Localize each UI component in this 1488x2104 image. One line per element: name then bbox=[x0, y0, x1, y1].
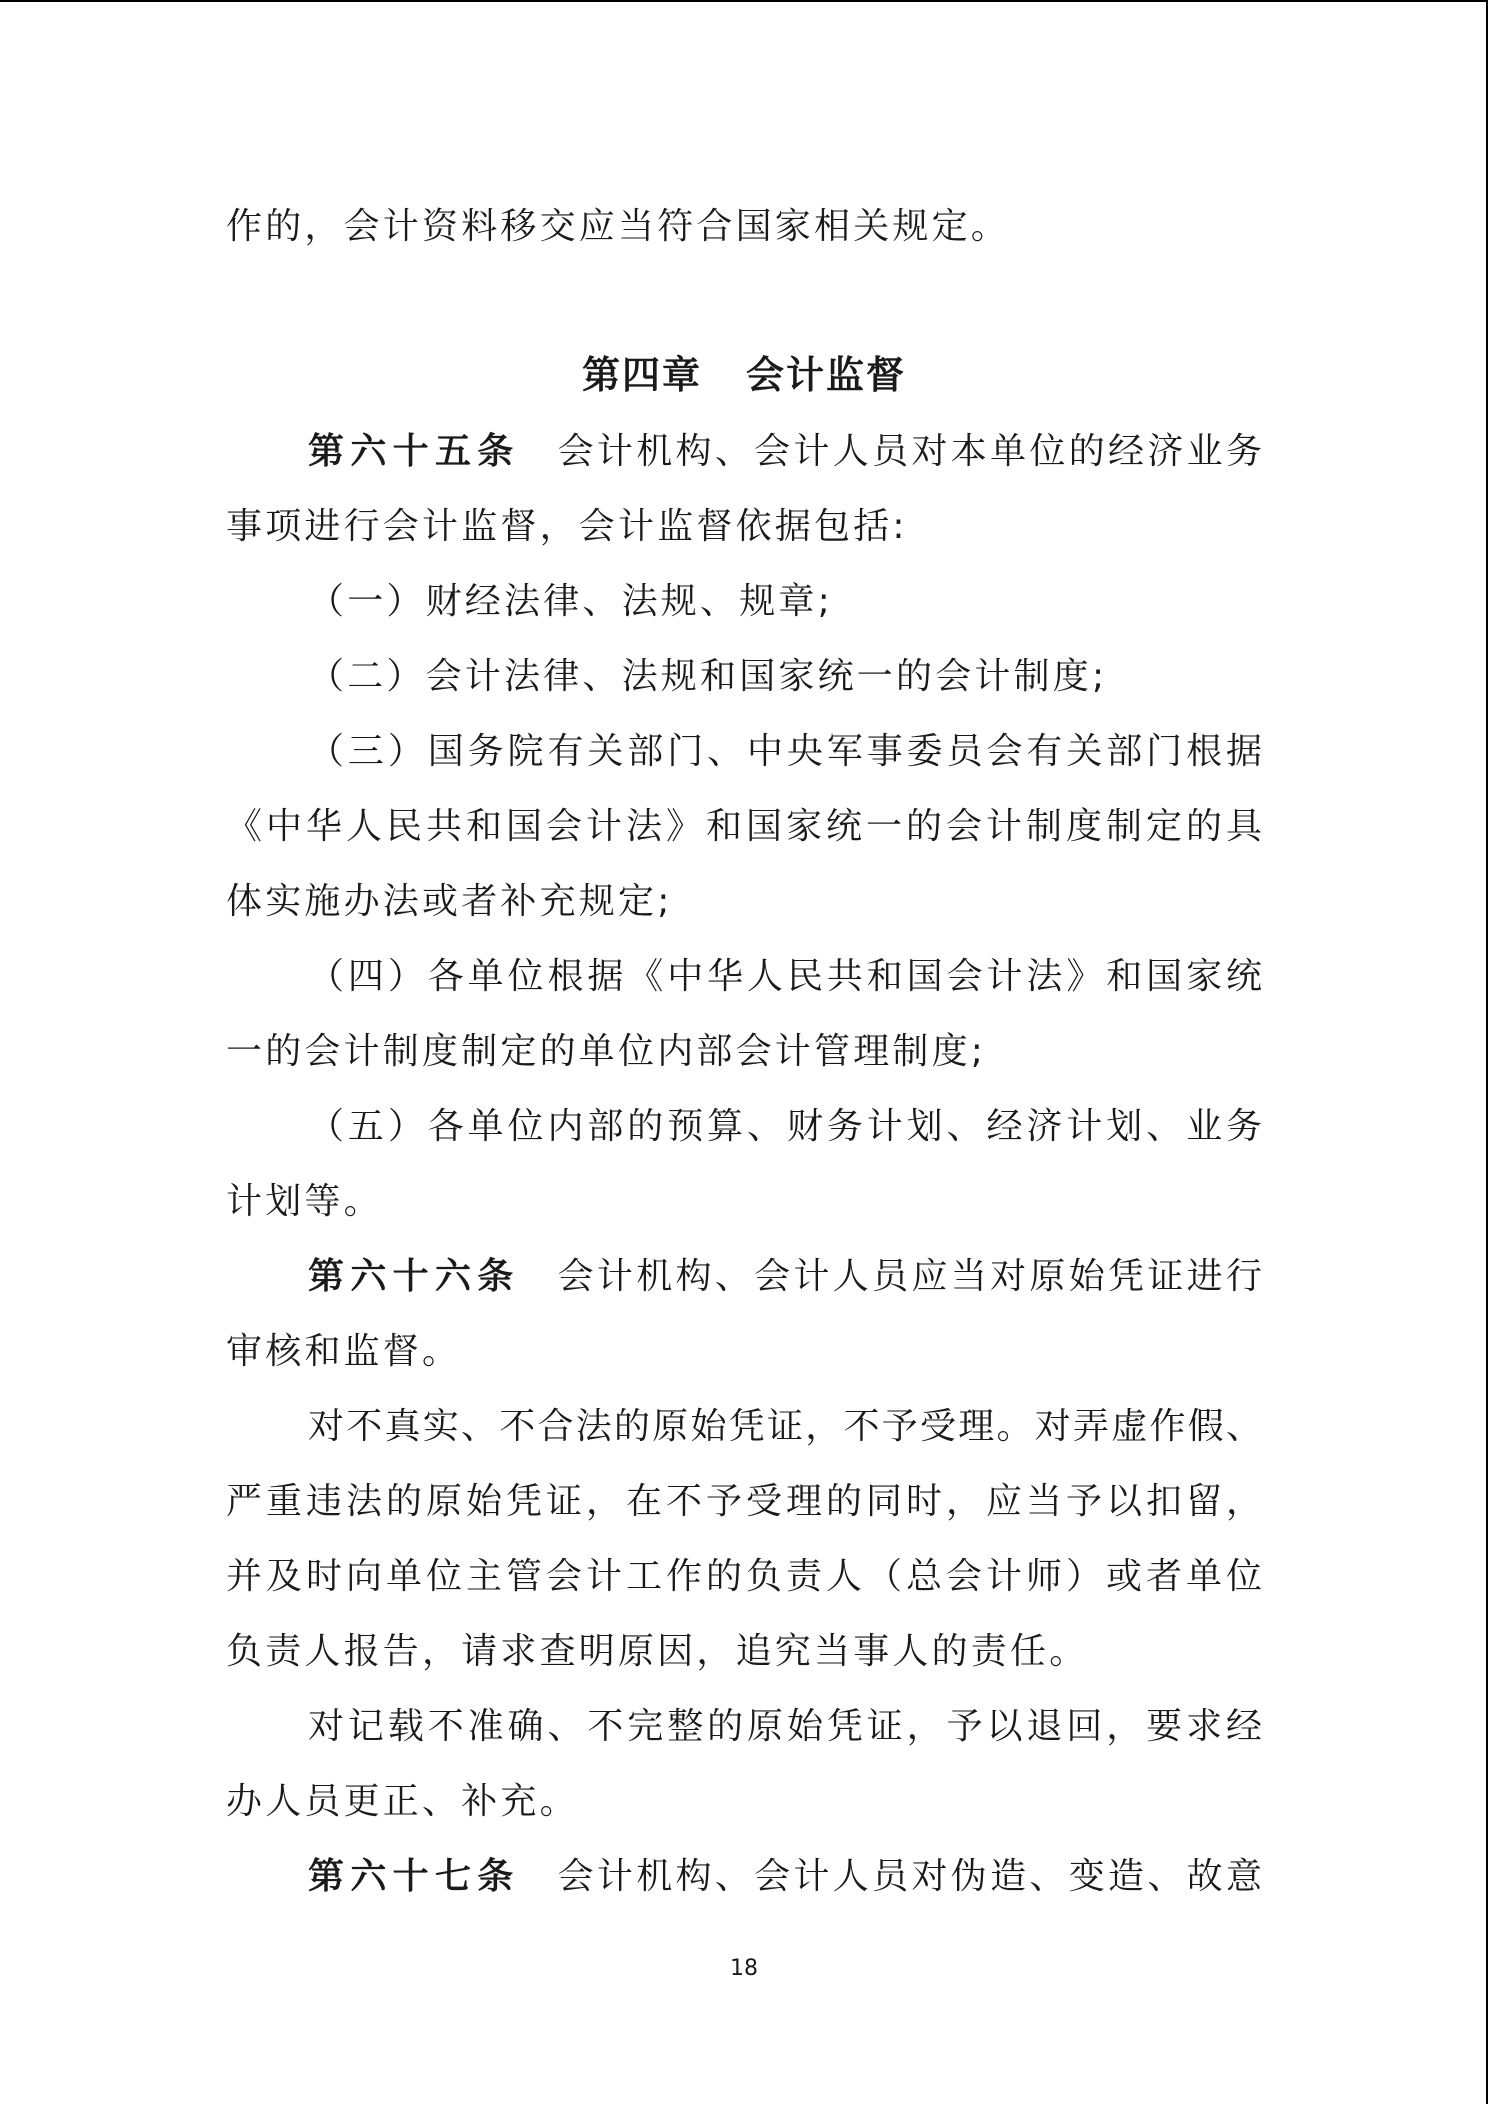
text-line: 严重违法的原始凭证，在不予受理的同时，应当予以扣留， bbox=[226, 1481, 1262, 1522]
list-item: （一）财经法律、法规、规章; bbox=[308, 581, 833, 622]
text-line: 负责人报告，请求查明原因，追究当事人的责任。 bbox=[226, 1631, 1089, 1672]
text-line: 事项进行会计监督，会计监督依据包括: bbox=[226, 506, 908, 547]
article-label: 第六十六条 bbox=[308, 1256, 520, 1297]
text-line: 对记载不准确、不完整的原始凭证，予以退回，要求经 bbox=[308, 1706, 1262, 1747]
page-number: 18 bbox=[730, 1956, 758, 1981]
text-line: 会计机构、会计人员对伪造、变造、故意 bbox=[557, 1856, 1262, 1897]
article-label: 第六十七条 bbox=[308, 1856, 520, 1897]
article-67-first-line bbox=[308, 1852, 1262, 1902]
text-line: 《中华人民共和国会计法》和国家统一的会计制度制定的具 bbox=[226, 806, 1262, 847]
text-line: 一的会计制度制定的单位内部会计管理制度; bbox=[226, 1031, 987, 1072]
text-line: 办人员更正、补充。 bbox=[226, 1781, 579, 1822]
page-top-border bbox=[0, 0, 1488, 2]
chapter-title: 会计监督 bbox=[746, 353, 907, 397]
list-item: （二）会计法律、法规和国家统一的会计制度; bbox=[308, 656, 1108, 697]
text-line: 作的，会计资料移交应当符合国家相关规定。 bbox=[226, 206, 1011, 247]
list-item: （四）各单位根据《中华人民共和国会计法》和国家统 bbox=[308, 956, 1262, 997]
chapter-number: 第四章 bbox=[581, 353, 702, 397]
article-65-first-line bbox=[308, 427, 1262, 477]
text-line: 计划等。 bbox=[226, 1181, 383, 1222]
text-line: 会计机构、会计人员对本单位的经济业务 bbox=[557, 431, 1262, 472]
text-line: 体实施办法或者补充规定; bbox=[226, 881, 673, 922]
list-item: （三）国务院有关部门、中央军事委员会有关部门根据 bbox=[308, 731, 1262, 772]
text-line: 审核和监督。 bbox=[226, 1331, 462, 1372]
text-line: 会计机构、会计人员应当对原始凭证进行 bbox=[557, 1256, 1262, 1297]
article-label: 第六十五条 bbox=[308, 431, 520, 472]
chapter-heading bbox=[0, 350, 1488, 400]
text-line: 并及时向单位主管会计工作的负责人（总会计师）或者单位 bbox=[226, 1556, 1262, 1597]
article-66-first-line bbox=[308, 1252, 1262, 1302]
text-line: 对不真实、不合法的原始凭证，不予受理。对弄虚作假、 bbox=[308, 1406, 1262, 1447]
list-item: （五）各单位内部的预算、财务计划、经济计划、业务 bbox=[308, 1106, 1262, 1147]
